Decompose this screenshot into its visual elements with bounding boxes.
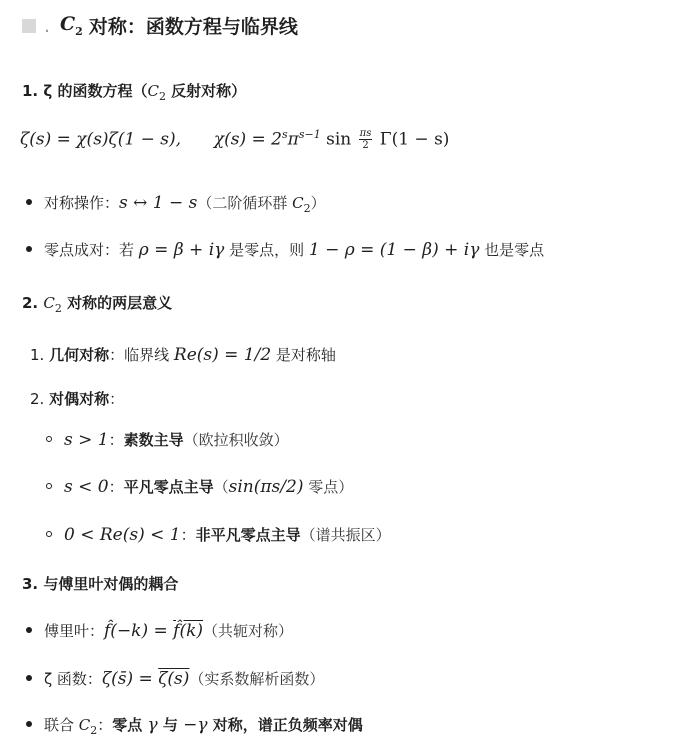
- section1-bullet-symmetry: 对称操作：s ↔ 1 − s（二阶循环群 $C_2$）: [24, 192, 326, 215]
- title-group: $C_2$: [60, 13, 83, 38]
- section2-item-geometric: 1. 几何对称：临界线 Re(s) = 1/2 是对称轴: [30, 345, 336, 365]
- doc-icon: [22, 19, 36, 33]
- circle-bullet-icon: [46, 483, 52, 489]
- section1-bullet-zeros: 零点成对：若 ρ = β + iγ 是零点，则 1 − ρ = (1 − β) + iγ 也是零点: [24, 239, 544, 260]
- bullet-icon: [26, 199, 32, 205]
- section1-heading: 1. ζ 的函数方程（$C_2$ 反射对称）: [22, 82, 247, 103]
- section2-heading: 2. $C_2$ 对称的两层意义: [22, 294, 173, 315]
- dual-sub-prime: s > 1：素数主导（欧拉积收敛）: [46, 429, 289, 450]
- section3-heading: 3. 与傅里叶对偶的耦合: [22, 575, 179, 593]
- section3-bullet-zeta: ζ 函数：ζ(s̄) = ζ(s)（实系数解析函数）: [24, 668, 324, 689]
- bullet-icon: [26, 246, 32, 252]
- section3-bullet-fourier: 傅里叶：f̂(−k) = f̂(k)（共轭对称）: [24, 620, 293, 641]
- bullet-icon: [26, 721, 32, 727]
- bullet-icon: [26, 627, 32, 633]
- section3-bullet-joint: 联合 $C_2$：零点 γ 与 −γ 对称，谱正负频率对偶: [24, 714, 363, 737]
- functional-equation: ζ(s) = χ(s)ζ(1 − s), $\chi(s) = 2^s\pi^{s-1}$ sin $\frac{\pi s}{2}$ Γ(1 − s): [20, 128, 450, 152]
- bullet-icon: [26, 675, 32, 681]
- circle-bullet-icon: [46, 436, 52, 442]
- title-text: 对称：函数方程与临界线: [88, 16, 298, 38]
- section2-item-dual: 2. 对偶对称：: [30, 390, 125, 408]
- dual-sub-nontrivial: 0 < Re(s) < 1：非平凡零点主导（谱共振区）: [46, 524, 391, 545]
- dual-sub-trivial: s < 0：平凡零点主导（sin(πs/2) 零点）: [46, 476, 353, 497]
- page-title: [22, 12, 298, 39]
- circle-bullet-icon: [46, 531, 52, 537]
- title-dot: .: [44, 14, 51, 37]
